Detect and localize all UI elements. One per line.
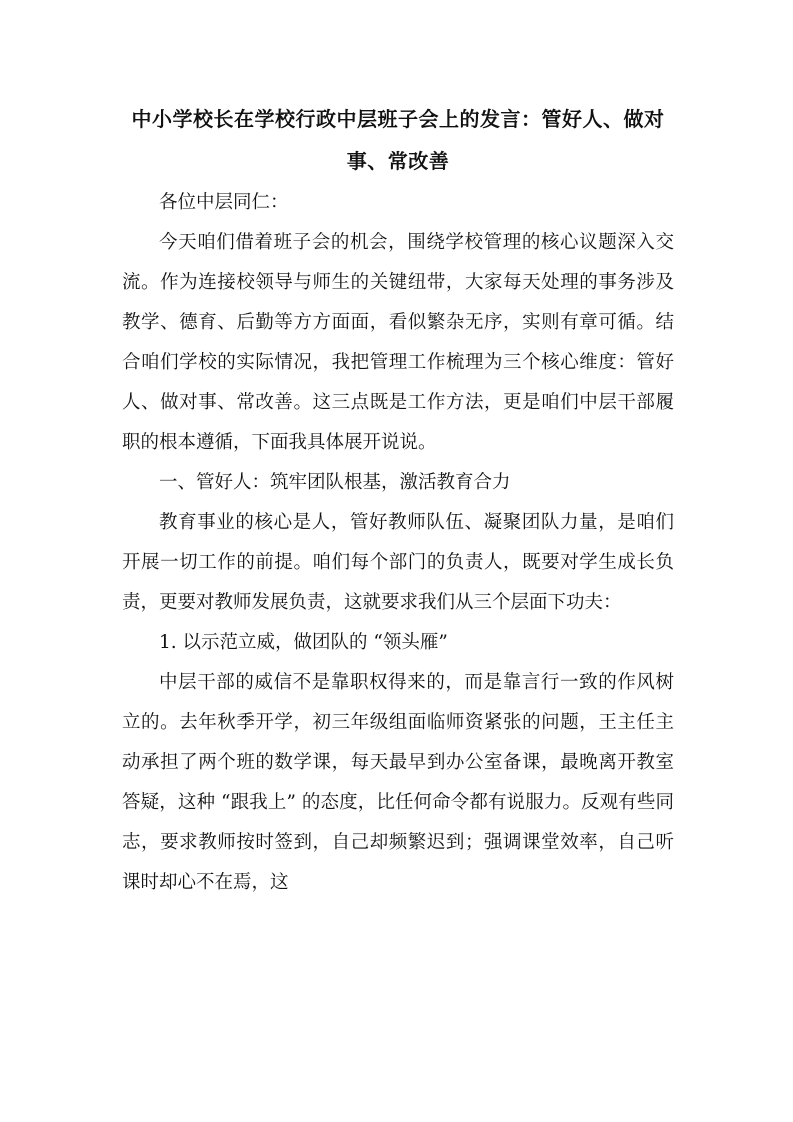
section-heading-1: 一、管好人：筑牢团队根基，激活教育合力 [159, 472, 511, 493]
subsection-1-paragraph: 中层干部的威信不是靠职权得来的，而是靠言行一致的作风树立的。去年秋季开学，初三年级组面临师资紧张的问题，王主任主动承担了两个班的数学课，每天最早到办公室备课，最晚离开教室答疑，这种 “跟我上” 的态度，比任何命令都有说服力。反观有些同志，要求教师按时签到，自己却频繁迟到；强调课堂效率，自己听课时却心不在焉，这 [122, 672, 674, 893]
subsection-heading-1: 1. 以示范立威，做团队的 “领头雁” [159, 632, 448, 653]
intro-paragraph: 今天咱们借着班子会的机会，围绕学校管理的核心议题深入交流。作为连接校领导与师生的关键纽带，大家每天处理的事务涉及教学、德育、后勤等方方面面，看似繁杂无序，实则有章可循。结合咱们学校的实际情况，我把管理工作梳理为三个核心维度：管好人、做对事、常改善。这三点既是工作方法，更是咱们中层干部履职的根本遵循，下面我具体展开说说。 [122, 232, 674, 453]
document-title: 中小学校长在学校行政中层班子会上的发言：管好人、做对事、常改善 [131, 107, 665, 173]
salutation: 各位中层同仁： [159, 192, 289, 213]
document-body [122, 183, 674, 903]
section-1-paragraph: 教育事业的核心是人，管好教师队伍、凝聚团队力量，是咱们开展一切工作的前提。咱们每个部门的负责人，既要对学生成长负责，更要对教师发展负责，这就要求我们从三个层面下功夫： [122, 512, 674, 613]
